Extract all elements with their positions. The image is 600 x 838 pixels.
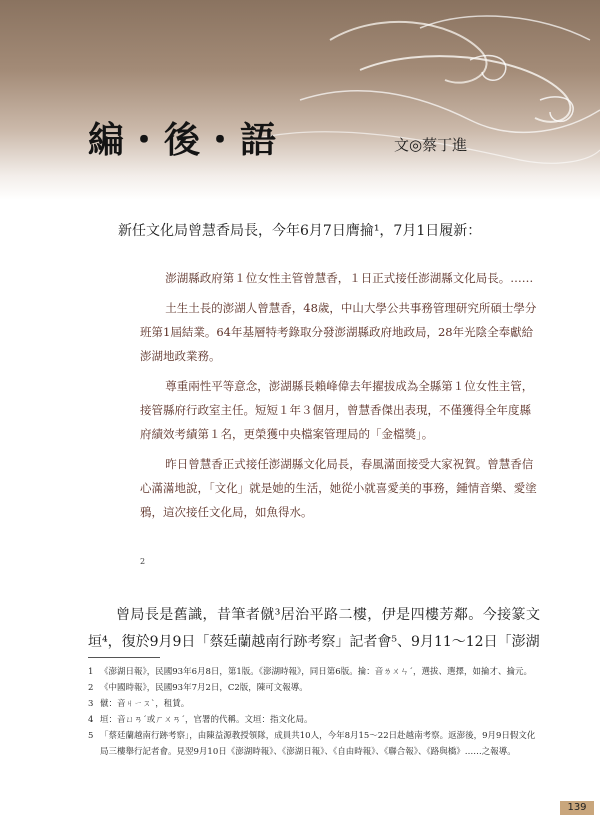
footnote-item [88, 680, 540, 696]
intro-line: 新任文化局曾慧香局長，今年6月7日膺掄¹，7月1日履新： [118, 223, 482, 239]
quote-paragraph: 澎湖縣政府第１位女性主管曾慧香，１日正式接任澎湖縣文化局長。…… [165, 271, 534, 285]
footnote-text: 《澎湖日報》，民國93年6月8日，第1版。《澎湖時報》，同日第6版。掄：音ㄌㄨㄣˊ，選拔、選擇，如掄才、掄元。 [100, 667, 532, 677]
body-text [88, 602, 540, 656]
footnote-text: 僦：音ㄐㄧㄡˋ，租賃。 [100, 699, 190, 709]
footnotes [88, 664, 540, 760]
footnote-number: 3 [88, 699, 94, 709]
quote-paragraph: 土生土長的澎湖人曾慧香，48歲，中山大學公共事務管理研究所碩士學分班第1屆結業。64年基層特考錄取分發澎湖縣政府地政局，28年光陰全奉獻給澎湖地政業務。 [140, 301, 537, 363]
body-paragraph: 曾局長是舊識，昔筆者僦³居治平路二樓，伊是四樓芳鄰。今接篆文垣⁴，復於9月9日「蔡廷蘭越南行跡考察」記者會⁵、9月11～12日「澎湖 [88, 607, 540, 650]
quoted-news-block [140, 266, 540, 530]
footnote-item [88, 664, 540, 680]
footnote-number: 4 [88, 715, 94, 725]
quote-footnote-mark: 2 [140, 557, 146, 566]
footnote-item [88, 728, 540, 760]
footnote-text: 垣：音ㄩㄢˊ或ㄏㄨㄢˊ，官署的代稱。文垣：指文化局。 [100, 715, 313, 725]
footnote-number: 1 [88, 667, 94, 677]
footnote-number: 5 [88, 731, 94, 741]
quote-paragraph: 尊重兩性平等意念，澎湖縣長賴峰偉去年擢拔成為全縣第１位女性主管，接管縣府行政室主任。短短１年３個月，曾慧香傑出表現，不僅獲得全年度縣府績效考績第１名，更榮獲中央檔案管理局的「金檔獎」。 [140, 379, 534, 441]
footnote-number: 2 [88, 683, 94, 693]
author-byline: 文◎蔡丁進 [394, 136, 468, 154]
header-banner [0, 0, 600, 200]
footnote-item [88, 712, 540, 728]
quote-paragraph: 昨日曾慧香正式接任澎湖縣文化局長，春風滿面接受大家祝賀。曾慧香信心滿滿地說，「文化」就是她的生活，她從小就喜愛美的事務，鍾情音樂、愛塗鴉，這次接任文化局，如魚得水。 [140, 457, 537, 519]
footnote-item [88, 696, 540, 712]
footnote-text: 《中國時報》，民國93年7月2日，C2版，陳可文報導。 [100, 683, 308, 693]
page-number: 139 [560, 801, 594, 815]
page-title: 編・後・語 [88, 120, 279, 161]
footnote-divider [88, 657, 160, 658]
cloud-swirl-decoration [0, 0, 600, 200]
footnote-text: 「蔡廷蘭越南行跡考察」，由陳益源教授領隊，成員共10人，今年8月15～22日赴越南考察。返澎後，9月9日假文化局三樓舉行記者會。見翌9月10日《澎湖時報》、《澎湖日報》、《自由時報》、《聯合報》、《路與橋》……之報導。 [100, 731, 536, 757]
